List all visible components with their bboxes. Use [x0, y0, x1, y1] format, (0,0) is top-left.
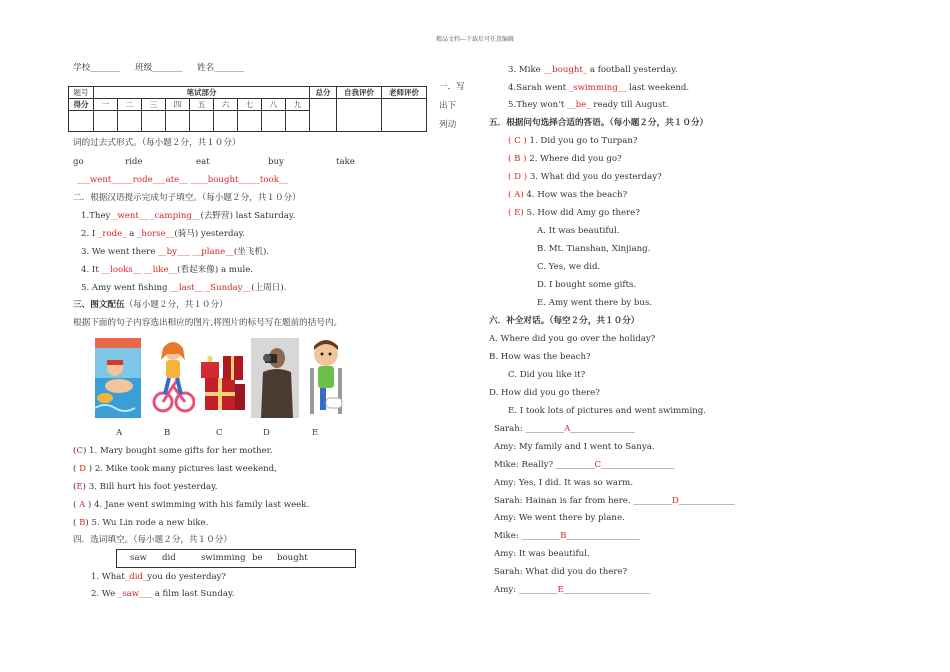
score-empty[interactable] — [262, 111, 286, 132]
word-bank-item: swimming — [201, 553, 246, 563]
sec5-option: C. Yes, we did. — [537, 262, 601, 272]
dialog-line: Sarah: Hainan is far from here. _________D_____________ — [494, 496, 735, 506]
sec5-option: A. It was beautiful. — [537, 226, 620, 236]
sec5-item: ( C ) 1. Did you go to Turpan? — [508, 136, 638, 146]
pic-label: E — [312, 428, 319, 438]
sec6-option: C. Did you like it? — [508, 370, 586, 380]
score-empty[interactable] — [190, 111, 214, 132]
sec4-title: 四．选词填空。（每小题２分，共１０分） — [73, 535, 232, 545]
score-col: 三 — [142, 99, 166, 111]
sec3-instruction: 根据下面的句子内容选出相应的图片,将图片的标号写在题前的括号内。 — [73, 318, 343, 328]
school-field[interactable]: 学校_______ — [73, 63, 121, 73]
sec3-item: (C) 1. Mary bought some gifts for her mother. — [73, 446, 273, 456]
name-field[interactable]: 姓名_______ — [197, 63, 245, 73]
score-col: 二 — [118, 99, 142, 111]
sec4-item: 2. We _saw___ a film last Sunday. — [91, 589, 235, 599]
page-header: 精品文档---下载后可任意编辑 — [435, 36, 515, 43]
total-cell[interactable] — [310, 99, 337, 132]
sec4-item: 5.They won’t __be_ ready till August. — [508, 100, 669, 110]
score-table — [68, 86, 427, 132]
score-header-cell: 老师评价 — [382, 87, 427, 99]
sec4-item: 1. What_did_you do yesterday? — [91, 572, 227, 582]
sec1-instruction: 词的过去式形式。（每小题２分，共１０分） — [73, 138, 241, 148]
score-header-cell: 总分 — [310, 87, 337, 99]
sec5-title: 五．根据问句选择合适的答语。（每小题２分，共１０分） — [489, 118, 709, 128]
sec1-word: take — [336, 157, 355, 167]
score-col: 九 — [286, 99, 310, 111]
score-header-cell: 笔试部分 — [94, 87, 310, 99]
sec4-item: 4.Sarah went _swimming__ last weekend. — [508, 83, 690, 93]
sec2-item: 5. Amy went fishing __last__ _Sunday__(上周日). — [81, 283, 287, 293]
sec2-item: 4. It __looks__ __like__(看起来像) a mule. — [81, 265, 254, 275]
dialog-line: Amy: We went there by plane. — [494, 513, 625, 523]
sec1-title-b: 出下 — [439, 101, 457, 111]
picture-b-bike — [151, 338, 195, 418]
picture-e-hurt-foot — [304, 338, 350, 418]
score-empty[interactable] — [142, 111, 166, 132]
sec2-item: 1.They _went__ _camping__(去野营) last Saturday. — [81, 211, 296, 221]
sec3-item: ( A ) 4. Jane went swimming with his family last week. — [73, 500, 310, 510]
score-empty[interactable] — [166, 111, 190, 132]
picture-d-camera — [251, 338, 299, 418]
sec2-item: 2. I _rode_ a _horse__(骑马) yesterday. — [81, 229, 246, 239]
sec6-option: A. Where did you go over the holiday? — [489, 334, 656, 344]
score-empty[interactable] — [238, 111, 262, 132]
word-bank-item: saw — [130, 553, 147, 563]
sec3-item: (E) 3. Bill hurt his foot yesterday. — [73, 482, 218, 492]
score-empty — [69, 111, 94, 132]
sec3-title: 三、图文配伍（每小题２分，共１０分） — [73, 300, 228, 310]
self-eval-cell[interactable] — [337, 99, 382, 132]
sec6-option: D. How did you go there? — [489, 388, 600, 398]
sec1-title-a: 一．写 — [439, 82, 465, 92]
sec5-option: B. Mt. Tianshan, Xinjiang. — [537, 244, 651, 254]
dialog-line: Amy: _________E____________________ — [494, 585, 650, 595]
sec1-word: eat — [196, 157, 210, 167]
word-bank-item: did — [162, 553, 176, 563]
pic-label: C — [216, 428, 223, 438]
sec2-title: 二．根据汉语提示完成句子填空。（每小题２分，共１０分） — [73, 193, 301, 203]
sec4-item: 3. Mike __bought_ a football yesterday. — [508, 65, 678, 75]
score-col: 五 — [190, 99, 214, 111]
sec3-item: ( B) 5. Wu Lin rode a new bike. — [73, 518, 209, 528]
sec5-item: ( A) 4. How was the beach? — [508, 190, 628, 200]
pic-label: B — [164, 428, 171, 438]
score-col: 七 — [238, 99, 262, 111]
word-bank-box — [116, 549, 356, 568]
sec3-item: ( D ) 2. Mike took many pictures last weekend, — [73, 464, 277, 474]
dialog-line: Sarah: _________A_______________ — [494, 424, 635, 434]
score-col: 四 — [166, 99, 190, 111]
pic-label: A — [116, 428, 123, 438]
sec2-item: 3. We went there __by___ __plane__(坐飞机). — [81, 247, 270, 257]
score-header-cell: 自我评价 — [337, 87, 382, 99]
score-empty[interactable] — [286, 111, 310, 132]
score-empty[interactable] — [214, 111, 238, 132]
class-field[interactable]: 班级_______ — [135, 63, 183, 73]
sec6-option: E. I took lots of pictures and went swimming. — [508, 406, 706, 416]
score-col: 一 — [94, 99, 118, 111]
dialog-line: Amy: Yes, I did. It was so warm. — [494, 478, 634, 488]
score-empty[interactable] — [118, 111, 142, 132]
sec1-word: ride — [125, 157, 143, 167]
teacher-eval-cell[interactable] — [382, 99, 427, 132]
word-bank-item: be — [252, 553, 263, 563]
score-col: 八 — [262, 99, 286, 111]
dialog-line: Mike: _________B_________________ — [494, 531, 640, 541]
dialog-line: Amy: My family and I went to Sanya. — [494, 442, 655, 452]
sec1-answers: ___went_____rode___ate__ ____bought_____took__ — [77, 175, 288, 185]
sec5-item: ( D ) 3. What did you do yesterday? — [508, 172, 662, 182]
sec5-item: ( B ) 2. Where did you go? — [508, 154, 622, 164]
dialog-line: Amy: It was beautiful. — [494, 549, 590, 559]
score-row-label: 得分 — [69, 99, 94, 111]
word-bank-item: bought — [277, 553, 308, 563]
picture-a-swimming — [95, 338, 141, 418]
score-header-cell: 题号 — [69, 87, 94, 99]
sec5-item: ( E) 5. How did Amy go there? — [508, 208, 640, 218]
dialog-line: Sarah: What did you do there? — [494, 567, 628, 577]
sec6-option: B. How was the beach? — [489, 352, 591, 362]
score-empty[interactable] — [94, 111, 118, 132]
picture-c-gifts — [199, 338, 247, 418]
sec5-option: E. Amy went there by bus. — [537, 298, 653, 308]
sec1-word: buy — [268, 157, 284, 167]
dialog-line: Mike: Really? _________C_________________ — [494, 460, 675, 470]
pic-label: D — [263, 428, 270, 438]
sec6-title: 六．补全对话。（每空２分，共１０分） — [489, 316, 640, 326]
sec1-word: go — [73, 157, 84, 167]
sec5-option: D. I bought some gifts. — [537, 280, 637, 290]
sec1-title-c: 列动 — [439, 120, 457, 130]
score-col: 六 — [214, 99, 238, 111]
